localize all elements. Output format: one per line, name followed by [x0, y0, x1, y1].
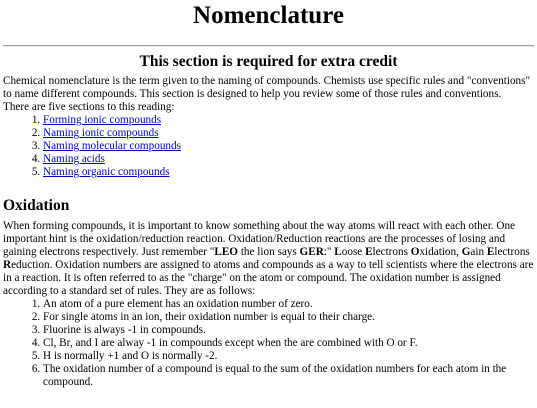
- list-item: [43, 114, 534, 127]
- oxidation-paragraph: [3, 220, 534, 298]
- list-item: [43, 127, 534, 140]
- ger-mnemonic: GER: [299, 246, 324, 258]
- oxidation-text-3: :": [323, 246, 335, 258]
- link-naming-acids[interactable]: Naming acids: [43, 153, 105, 165]
- letter-l: L: [334, 246, 342, 258]
- link-naming-molecular-compounds[interactable]: Naming molecular compounds: [43, 140, 181, 152]
- list-item: [43, 153, 534, 166]
- oxidation-heading: Oxidation: [3, 197, 70, 214]
- letter-o: O: [410, 246, 420, 258]
- letter-g: G: [461, 246, 471, 258]
- page-title: Nomenclature: [193, 2, 344, 29]
- list-item: 3. Fluorine is always -1 in compounds.: [43, 324, 534, 337]
- word-gain-rest: ain: [470, 246, 487, 258]
- link-naming-ionic-compounds[interactable]: Naming ionic compounds: [43, 127, 159, 139]
- letter-r: R: [3, 259, 12, 271]
- leo-mnemonic: LEO: [214, 246, 239, 258]
- word-electrons-rest-2: lectrons: [494, 246, 530, 258]
- sections-lead: There are five sections to this reading:: [3, 101, 175, 113]
- word-loose-rest: oose: [341, 246, 366, 258]
- intro-paragraph: Chemical nomenclature is the term given to the naming of compounds. Chemists use specific rules and "conventions" to name different compounds. This section is designed to help you review some of those rules and conventions.: [3, 75, 531, 100]
- extra-credit-notice: This section is required for extra credit: [139, 53, 398, 70]
- list-item: 2. For single atoms in an ion, their oxidation number is equal to their charge.: [43, 311, 534, 324]
- oxidation-text-1: When forming compounds, it is important to know something about the way atoms will react with each other. One important hint is the oxidation/reduction reaction. Oxidation/Reduction reactions are the processes of losing and gaining electrons respectively. Just remember ": [3, 220, 516, 258]
- list-item: 4. Cl, Br, and I are alway -1 in compounds except when the are combined with O or F.: [43, 337, 534, 350]
- link-naming-organic-compounds[interactable]: Naming organic compounds: [43, 166, 170, 178]
- list-item: 5. H is normally +1 and O is normally -2.: [43, 350, 534, 363]
- oxidation-rules-list: [3, 298, 534, 389]
- list-item: [43, 166, 534, 179]
- word-reduction-rest: eduction. Oxidation numbers are assigned to atoms and compounds as a way to tell scientists where the electrons are in a reaction. It is often referred to as the "charge" on the atom or compound. The oxidation number is assigned according to a standard set of rules. They are as follows:: [3, 259, 534, 297]
- letter-e-2: E: [486, 246, 495, 258]
- list-item: 6. The oxidation number of a compound is equal to the sum of the oxidation numbers for each atom in the compound.: [43, 363, 534, 389]
- letter-e: E: [365, 246, 373, 258]
- word-oxidation-rest: xidation,: [419, 246, 462, 258]
- sections-list: [3, 114, 534, 179]
- word-electrons-rest: lectrons: [372, 246, 411, 258]
- link-forming-ionic-compounds[interactable]: Forming ionic compounds: [43, 114, 162, 126]
- oxidation-text-2: the lion says: [238, 246, 300, 258]
- horizontal-rule: [3, 45, 534, 47]
- list-item: 1. An atom of a pure element has an oxidation number of zero.: [43, 298, 534, 311]
- list-item: [43, 140, 534, 153]
